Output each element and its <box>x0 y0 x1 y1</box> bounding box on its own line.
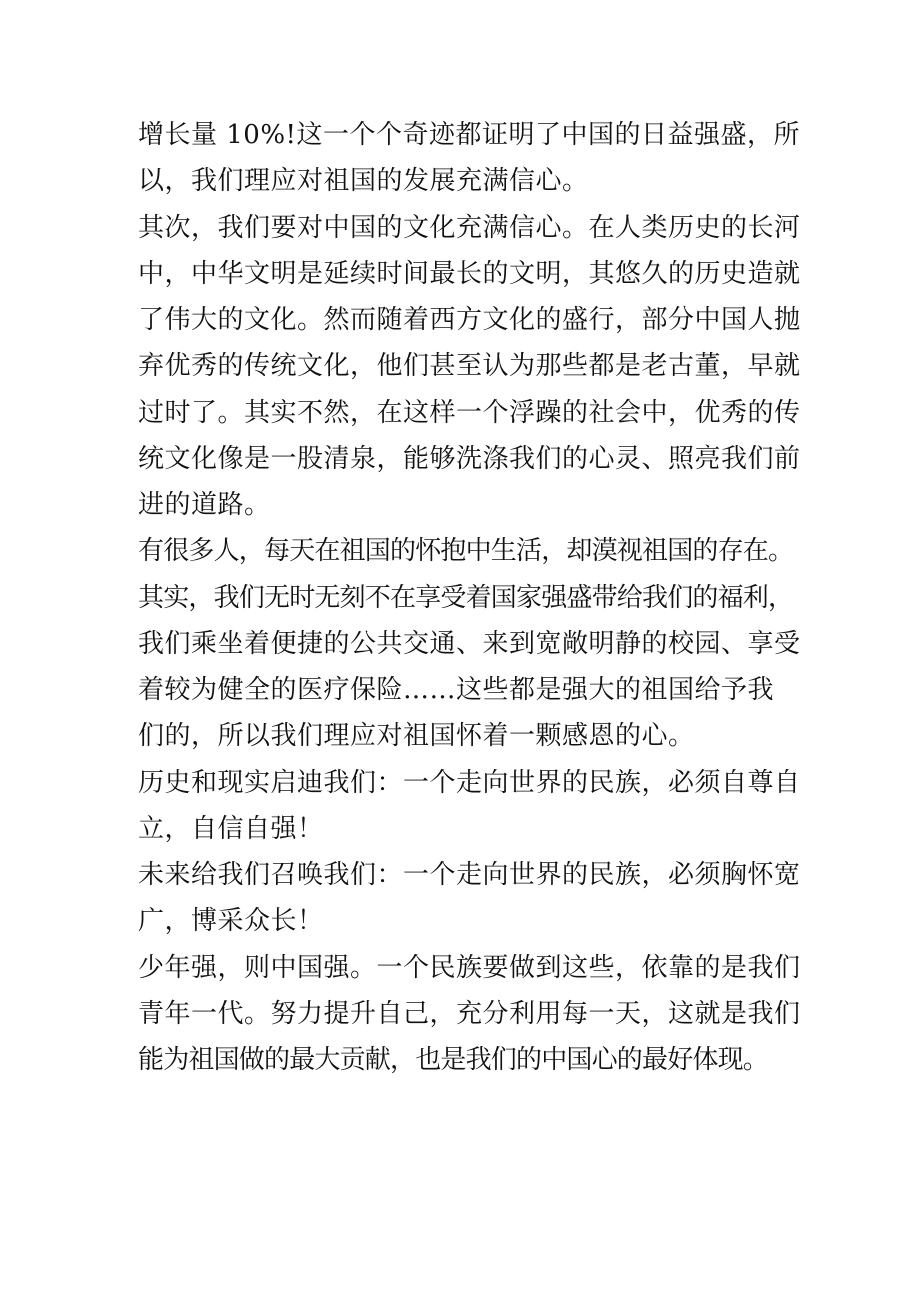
text-line: 能为祖国做的最大贡献，也是我们的中国心的最好体现。 <box>138 1045 769 1075</box>
text-line: 其次，我们要对中国的文化充满信心。在人类历史的长河 <box>138 212 801 243</box>
text-line: 有很多人，每天在祖国的怀抱中生活，却漠视祖国的存在。 <box>138 536 794 567</box>
text-line: 其实，我们无时无刻不在享受着国家强盛带给我们的福利， <box>138 582 794 613</box>
text-line: 历史和现实启迪我们：一个走向世界的民族，必须自尊自 <box>138 767 801 798</box>
text-line: 统文化像是一股清泉，能够洗涤我们的心灵、照亮我们前 <box>138 443 801 474</box>
text-line: 广，博采众长！ <box>138 906 324 937</box>
text-line: 以，我们理应对祖国的发展充满信心。 <box>138 166 589 197</box>
text-line: 们的，所以我们理应对祖国怀着一颗感恩的心。 <box>138 721 695 752</box>
text-line: 立，自信自强！ <box>138 813 324 844</box>
text-line: 弃优秀的传统文化，他们甚至认为那些都是老古董，早就 <box>138 351 801 382</box>
text-line: 进的道路。 <box>138 490 271 520</box>
text-line: 青年一代。努力提升自己，充分利用每一天，这就是我们 <box>138 998 801 1029</box>
text-line: 中，中华文明是延续时间最长的文明，其悠久的历史造就 <box>138 258 801 289</box>
text-line: 了伟大的文化。然而随着西方文化的盛行，部分中国人抛 <box>138 305 801 335</box>
body-text <box>138 112 818 1083</box>
text-line: 增长量 10%!这一个个奇迹都证明了中国的日益强盛，所 <box>138 120 801 150</box>
text-line: 我们乘坐着便捷的公共交通、来到宽敞明静的校园、享受 <box>138 628 801 659</box>
text-line: 着较为健全的医疗保险……这些都是强大的祖国给予我 <box>138 675 775 705</box>
text-line: 少年强，则中国强。一个民族要做到这些，依靠的是我们 <box>138 952 801 983</box>
text-line: 过时了。其实不然，在这样一个浮躁的社会中，优秀的传 <box>138 397 801 428</box>
text-line: 未来给我们召唤我们：一个走向世界的民族，必须胸怀宽 <box>138 860 801 890</box>
